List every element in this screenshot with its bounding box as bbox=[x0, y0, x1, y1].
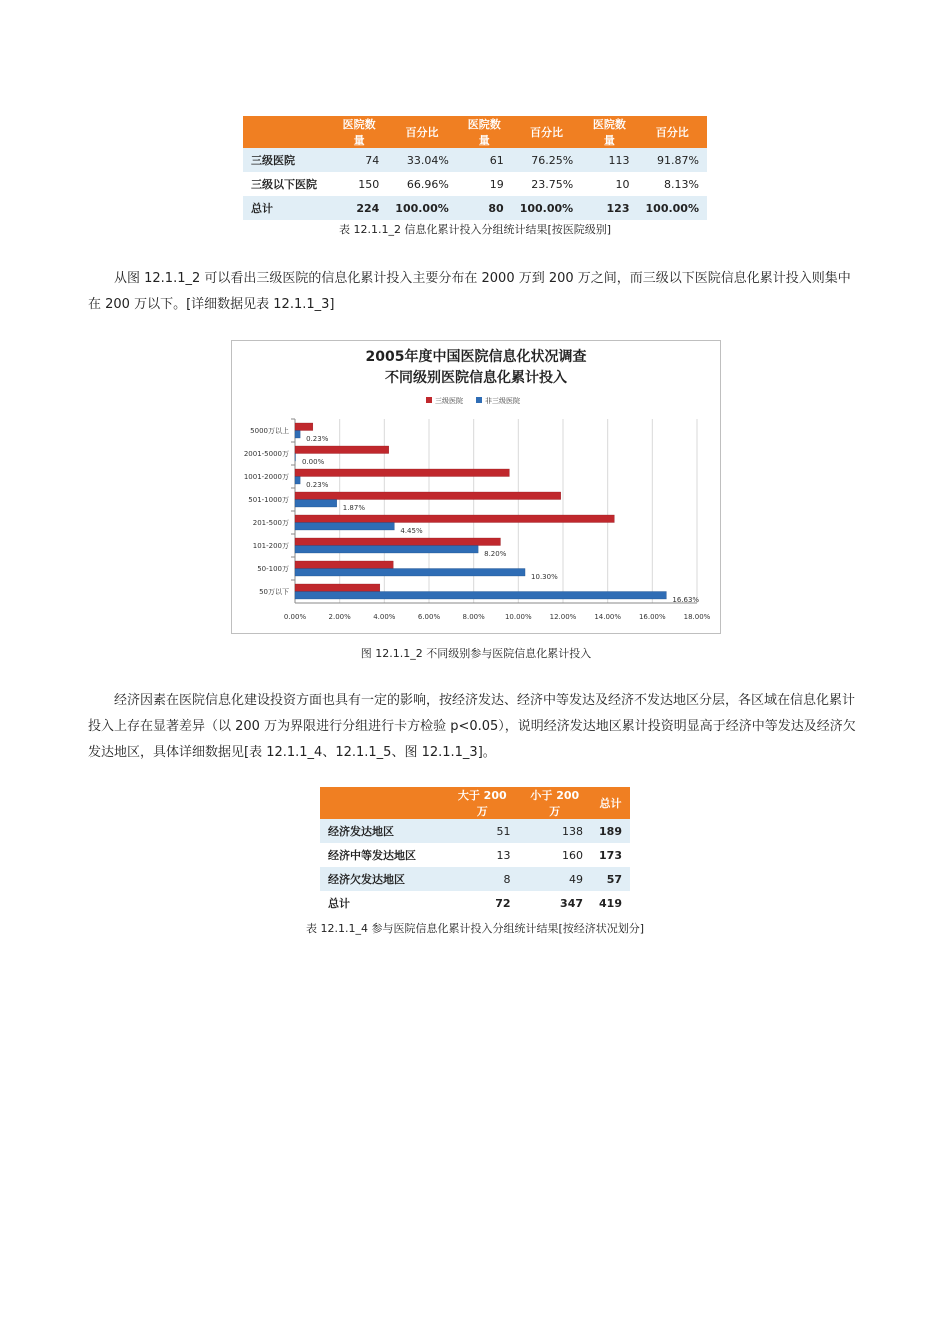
x-tick-label: 16.00% bbox=[638, 613, 666, 621]
table-cell: 113 bbox=[581, 148, 637, 172]
data-label: 0.00% bbox=[302, 458, 325, 466]
table-cell: 49 bbox=[519, 867, 592, 891]
bar-chart bbox=[232, 341, 720, 633]
x-tick-label: 8.00% bbox=[462, 613, 485, 621]
data-label: 0.23% bbox=[306, 435, 329, 443]
y-tick-label: 50-100万 bbox=[257, 565, 289, 573]
table-cell: 19 bbox=[457, 172, 512, 196]
table-cell: 8 bbox=[446, 867, 519, 891]
table-row bbox=[243, 172, 707, 196]
y-tick-label: 201-500万 bbox=[252, 519, 289, 527]
table-cell: 74 bbox=[331, 148, 387, 172]
figure-caption: 图 12.1.1_2 不同级别参与医院信息化累计投入 bbox=[360, 647, 592, 660]
table-row bbox=[243, 148, 707, 172]
table-header-cell bbox=[243, 116, 331, 148]
row-label: 经济发达地区 bbox=[320, 819, 446, 843]
bar-non-tertiary bbox=[295, 454, 296, 462]
paragraph-2: 经济因素在医院信息化建设投资方面也具有一定的影响，按经济发达、经济中等发达及经济不发达地区分层，各区域在信息化累计投入上存在显著差异（以 200 万为界限进行分组进行卡方检验 p<0.05），说明经济发达地区累计投资明显高于经济中等发达及经济欠发达地区，具体详细数据见[表 12.1.1_4、12.1.1_5、图 12.1.1_3]。 bbox=[88, 693, 856, 760]
table-cell: 76.25% bbox=[512, 148, 581, 172]
data-label: 4.45% bbox=[400, 527, 423, 535]
table-header-cell: 总计 bbox=[591, 787, 630, 819]
table-row bbox=[320, 819, 630, 843]
table-cell: 91.87% bbox=[638, 148, 708, 172]
table-cell: 419 bbox=[591, 891, 630, 915]
bar-non-tertiary bbox=[295, 431, 300, 439]
y-tick-label: 50万以下 bbox=[259, 588, 289, 596]
row-label: 三级以下医院 bbox=[243, 172, 331, 196]
row-label: 总计 bbox=[320, 891, 446, 915]
hospital-level-table bbox=[243, 116, 707, 220]
table-cell: 100.00% bbox=[638, 196, 708, 220]
table-cell: 61 bbox=[457, 148, 512, 172]
bar-non-tertiary bbox=[295, 569, 525, 577]
x-tick-label: 4.00% bbox=[373, 613, 396, 621]
table-cell: 66.96% bbox=[387, 172, 456, 196]
table-header-row bbox=[320, 787, 630, 819]
table-cell: 10 bbox=[581, 172, 637, 196]
table1-caption: 表 12.1.1_2 信息化累计投入分组统计结果[按医院级别] bbox=[338, 223, 612, 236]
chart-legend bbox=[426, 396, 520, 405]
table-header-cell: 小于 200 万 bbox=[519, 787, 592, 819]
x-tick-label: 2.00% bbox=[328, 613, 351, 621]
table-header-cell: 百分比 bbox=[387, 116, 456, 148]
table-row-total bbox=[320, 891, 630, 915]
bar-non-tertiary bbox=[295, 546, 478, 554]
table-cell: 160 bbox=[519, 843, 592, 867]
table-row-total bbox=[243, 196, 707, 220]
table-header-cell: 医院数量 bbox=[331, 116, 387, 148]
bar-tertiary bbox=[295, 584, 380, 592]
x-tick-label: 10.00% bbox=[504, 613, 532, 621]
table-cell: 100.00% bbox=[387, 196, 456, 220]
table-header-cell bbox=[320, 787, 446, 819]
row-label: 总计 bbox=[243, 196, 331, 220]
chart-plot-area bbox=[244, 419, 711, 621]
data-label: 16.63% bbox=[672, 596, 700, 604]
bar-non-tertiary bbox=[295, 477, 300, 485]
table-header-cell: 大于 200 万 bbox=[446, 787, 519, 819]
x-tick-label: 6.00% bbox=[417, 613, 441, 621]
table-cell: 57 bbox=[591, 867, 630, 891]
table-cell: 123 bbox=[581, 196, 637, 220]
paragraph-1: 从图 12.1.1_2 可以看出三级医院的信息化累计投入主要分布在 2000 万到 200 万之间，而三级以下医院信息化累计投入则集中在 200 万以下。[详细数据见表 12.1.1_3] bbox=[88, 271, 851, 312]
table-cell: 347 bbox=[519, 891, 592, 915]
legend-label-non-tertiary: 非三级医院 bbox=[485, 397, 520, 405]
chart-title-line2: 不同级别医院信息化累计投入 bbox=[385, 370, 567, 386]
table-cell: 224 bbox=[331, 196, 387, 220]
table-cell: 138 bbox=[519, 819, 592, 843]
table-header-cell: 百分比 bbox=[638, 116, 708, 148]
table-cell: 51 bbox=[446, 819, 519, 843]
legend-label-tertiary: 三级医院 bbox=[435, 397, 463, 405]
x-tick-label: 14.00% bbox=[594, 613, 622, 621]
legend-swatch-tertiary bbox=[426, 397, 432, 403]
table-cell: 189 bbox=[591, 819, 630, 843]
y-tick-label: 1001-2000万 bbox=[243, 473, 289, 481]
table2-caption: 表 12.1.1_4 参与医院信息化累计投入分组统计结果[按经济状况划分] bbox=[305, 922, 645, 935]
table-header-row bbox=[243, 116, 707, 148]
table-cell: 100.00% bbox=[512, 196, 581, 220]
table-header-cell: 百分比 bbox=[512, 116, 581, 148]
table-header-cell: 医院数量 bbox=[581, 116, 637, 148]
table-row bbox=[320, 843, 630, 867]
y-tick-label: 5000万以上 bbox=[250, 427, 289, 435]
table-cell: 13 bbox=[446, 843, 519, 867]
bar-tertiary bbox=[295, 538, 500, 546]
bar-tertiary bbox=[295, 561, 393, 569]
bar-non-tertiary bbox=[295, 592, 666, 600]
bar-tertiary bbox=[295, 469, 509, 477]
x-tick-label: 0.00% bbox=[283, 613, 307, 621]
row-label: 经济欠发达地区 bbox=[320, 867, 446, 891]
data-label: 1.87% bbox=[342, 504, 366, 512]
table-cell: 33.04% bbox=[387, 148, 456, 172]
data-label: 10.30% bbox=[531, 573, 558, 581]
row-label: 经济中等发达地区 bbox=[320, 843, 446, 867]
table-cell: 173 bbox=[591, 843, 630, 867]
table-cell: 23.75% bbox=[512, 172, 581, 196]
table-header-cell: 医院数量 bbox=[457, 116, 512, 148]
bar-non-tertiary bbox=[295, 523, 394, 531]
data-label: 0.23% bbox=[306, 481, 329, 489]
data-label: 8.20% bbox=[484, 550, 507, 558]
y-tick-label: 501-1000万 bbox=[248, 496, 289, 504]
bar-tertiary bbox=[295, 492, 561, 500]
table-row bbox=[320, 867, 630, 891]
bar-tertiary bbox=[295, 515, 614, 523]
table-cell: 8.13% bbox=[638, 172, 708, 196]
row-label: 三级医院 bbox=[243, 148, 331, 172]
legend-swatch-non-tertiary bbox=[476, 397, 482, 403]
bar-tertiary bbox=[295, 423, 313, 431]
chart-container bbox=[231, 340, 721, 634]
chart-title-line1: 2005年度中国医院信息化状况调查 bbox=[365, 349, 587, 365]
x-tick-label: 12.00% bbox=[549, 613, 577, 621]
x-tick-label: 18.00% bbox=[683, 613, 711, 621]
table-cell: 150 bbox=[331, 172, 387, 196]
bar-non-tertiary bbox=[295, 500, 337, 508]
economic-region-table bbox=[320, 787, 630, 915]
table-cell: 72 bbox=[446, 891, 519, 915]
bar-tertiary bbox=[295, 446, 389, 454]
y-tick-label: 101-200万 bbox=[252, 542, 289, 550]
y-tick-label: 2001-5000万 bbox=[243, 450, 289, 458]
table-cell: 80 bbox=[457, 196, 512, 220]
